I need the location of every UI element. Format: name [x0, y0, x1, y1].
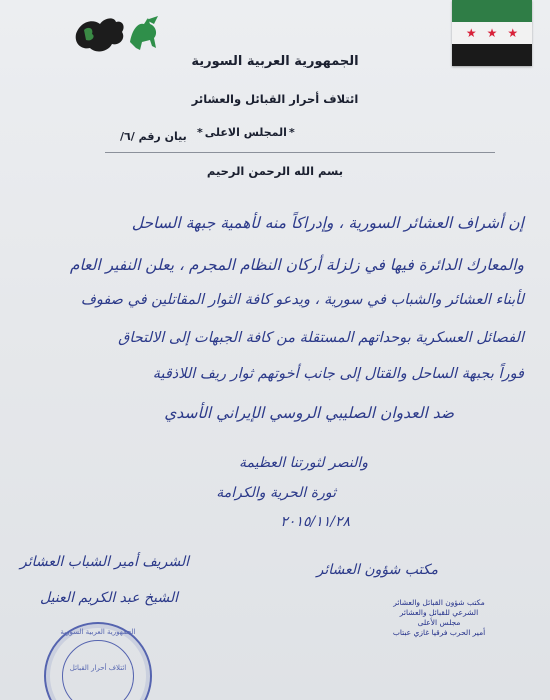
flag-band-green — [452, 0, 532, 22]
round-seal — [44, 622, 152, 700]
closing-victory: والنصر لثورتنا العظيمة — [239, 455, 368, 471]
seal-ring-text: الجمهورية العربية السورية — [60, 628, 136, 636]
star-icon: ★ — [486, 25, 498, 40]
stamp-line: الشرعي للقبائل والعشائر — [399, 608, 479, 617]
council-label: المجلس الاعلى — [204, 126, 287, 139]
body-line: ضد العدوان الصليبي الروسي الإيراني الأسدي — [164, 404, 454, 422]
body-line: الفصائل العسكرية بوحداتهم المستقلة من كافة الجبهات إلى الالتحاق — [118, 330, 524, 346]
header-divider — [105, 152, 495, 153]
body-line: لأبناء العشائر والشباب في سورية ، ويدعو كافة الثوار المقاتلين في صفوف — [80, 292, 524, 308]
basmala: بسم الله الرحمن الرحيم — [206, 164, 344, 178]
flag-stars — [452, 22, 532, 44]
quote-mark: * — [197, 126, 203, 139]
body-line: فوراً بجبهة الساحل والقتال إلى جانب أخوتهم ثوار ريف اللاذقية — [152, 366, 524, 382]
statement-number: بيان رقم /٦/ — [120, 130, 187, 143]
stamp-line: مكتب شؤون القبائل والعشائر — [393, 598, 485, 607]
horse-emblem-icon — [70, 12, 170, 58]
country-heading: الجمهورية العربية السورية — [191, 54, 359, 69]
star-icon: ★ — [507, 25, 519, 40]
body-line: والمعارك الدائرة فيها في زلزلة أركان النظام المجرم ، يعلن النفير العام — [69, 256, 524, 274]
council-heading — [195, 126, 297, 139]
signatory-title-right: مكتب شؤون العشائر — [316, 562, 438, 578]
stamp-line: أمير الحرب فرقيا غازي عبتاب — [392, 628, 486, 637]
coalition-heading: ائتلاف أحرار القبائل والعشائر — [191, 92, 359, 106]
office-stamp — [346, 598, 532, 638]
seal-center-text: ائتلاف أحرار القبائل — [69, 664, 127, 672]
document-date: ٢٠١٥/١١/٢٨ — [280, 514, 350, 530]
closing-revolution: ثورة الحرية والكرامة — [216, 485, 336, 501]
star-icon: ★ — [465, 25, 477, 40]
signatory-title-left: الشريف أمير الشباب العشائر — [20, 554, 190, 570]
signatory-name-left: الشيخ عبد الكريم العنيل — [40, 590, 178, 606]
quote-mark: * — [288, 126, 295, 139]
body-line: إن أشراف العشائر السورية ، وإدراكاً منه لأهمية جبهة الساحل — [131, 214, 524, 232]
stamp-line: مجلس الأعلى — [417, 618, 461, 627]
